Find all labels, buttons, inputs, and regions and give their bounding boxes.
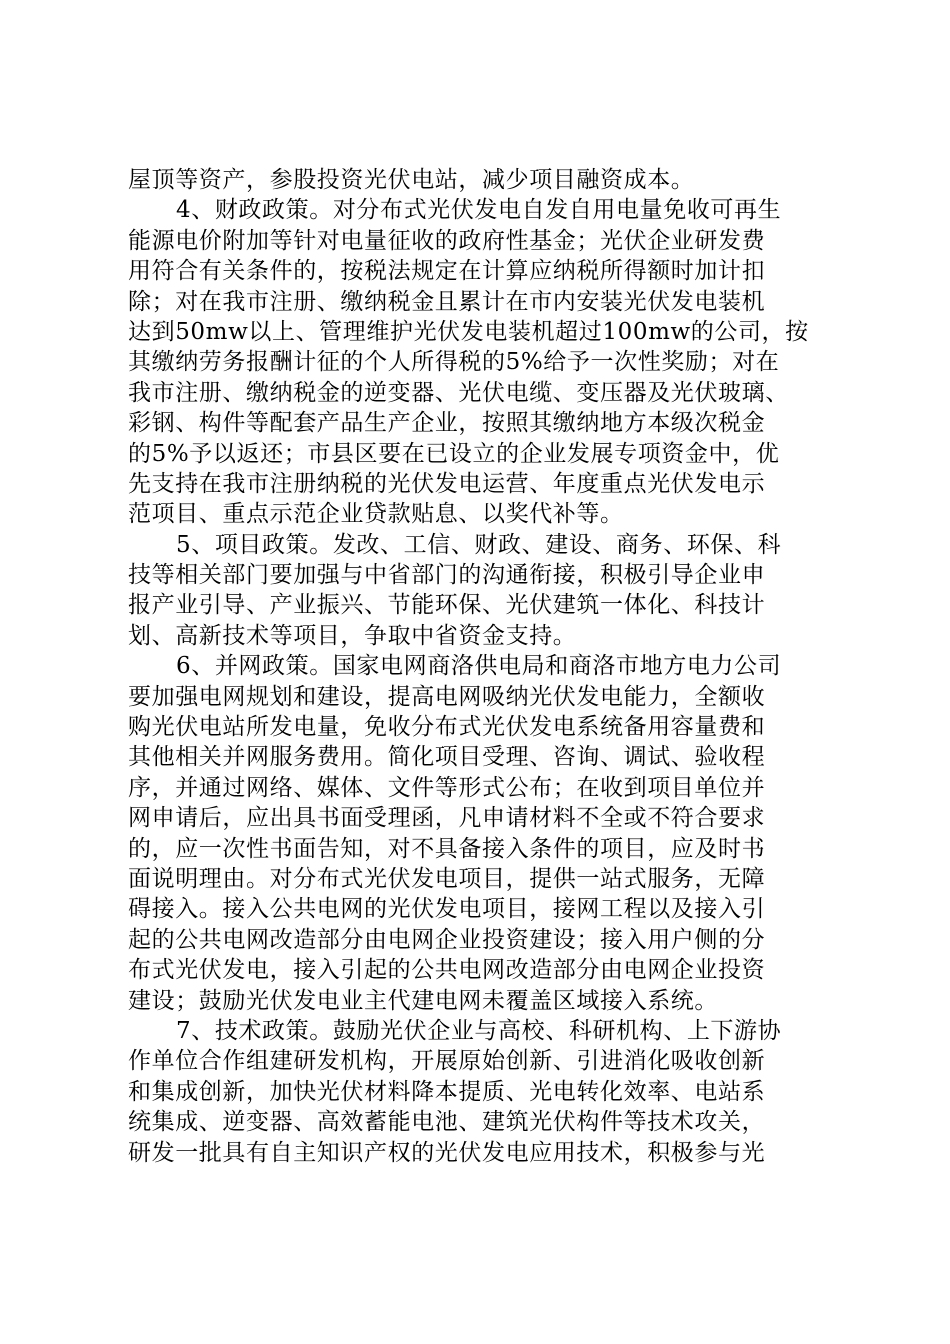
text-line: 研发一批具有自主知识产权的光伏发电应用技术，积极参与光: [128, 1139, 766, 1166]
text-line: 能源电价附加等针对电量征收的政府性基金；光伏企业研发费: [128, 227, 766, 254]
text-line: 和集成创新，加快光伏材料降本提质、光电转化效率、电站系: [128, 1078, 766, 1105]
text-line: 建设；鼓励光伏发电业主代建电网未覆盖区域接入系统。: [128, 987, 718, 1014]
text-line: 的，应一次性书面告知，对不具备接入条件的项目，应及时书: [128, 835, 766, 862]
text-line: 起的公共电网改造部分由电网企业投资建设；接入用户侧的分: [128, 926, 766, 953]
text-line: 要加强电网规划和建设，提高电网吸纳光伏发电能力，全额收: [128, 683, 766, 710]
text-line: 报产业引导、产业振兴、节能环保、光伏建筑一体化、科技计: [128, 592, 766, 619]
text-line: 范项目、重点示范企业贷款贴息、以奖代补等。: [128, 501, 624, 528]
text-line: 购光伏电站所发电量，免收分布式光伏发电系统备用容量费和: [128, 714, 766, 741]
text-line: 网申请后，应出具书面受理函，凡申请材料不全或不符合要求: [128, 805, 766, 832]
text-line: 屋顶等资产，参股投资光伏电站，减少项目融资成本。: [128, 167, 695, 193]
paragraph-first-line: 4、财政政策。对分布式光伏发电自发自用电量免收可再生: [176, 197, 782, 224]
text-line: 统集成、逆变器、高效蓄能电池、建筑光伏构件等技术攻关，: [128, 1109, 766, 1136]
text-line: 其他相关并网服务费用。简化项目受理、咨询、调试、验收程: [128, 744, 766, 771]
text-line: 其缴纳劳务报酬计征的个人所得税的5%给予一次性奖励；对在: [128, 349, 780, 376]
paragraph-first-line: 7、技术政策。鼓励光伏企业与高校、科研机构、上下游协: [176, 1017, 782, 1044]
text-line: 我市注册、缴纳税金的逆变器、光伏电缆、变压器及光伏玻璃、: [128, 379, 789, 406]
text-line: 先支持在我市注册纳税的光伏发电运营、年度重点光伏发电示: [128, 470, 766, 497]
paragraph-first-line: 5、项目政策。发改、工信、财政、建设、商务、环保、科: [176, 531, 782, 558]
text-line: 序，并通过网络、媒体、文件等形式公布；在收到项目单位并: [128, 774, 766, 801]
text-line: 划、高新技术等项目，争取中省资金支持。: [128, 622, 577, 649]
text-line: 面说明理由。对分布式光伏发电项目，提供一站式服务，无障: [128, 865, 766, 892]
text-line: 的5%予以返还；市县区要在已设立的企业发展专项资金中，优: [128, 440, 780, 467]
text-line: 用符合有关条件的，按税法规定在计算应纳税所得额时加计扣: [128, 258, 766, 285]
text-line: 除；对在我市注册、缴纳税金且累计在市内安装光伏发电装机: [128, 288, 766, 315]
text-line: 技等相关部门要加强与中省部门的沟通衔接，积极引导企业申: [128, 562, 766, 589]
document-body: [128, 165, 840, 1168]
text-line: 彩钢、构件等配套产品生产企业，按照其缴纳地方本级次税金: [128, 410, 766, 437]
text-line: 布式光伏发电，接入引起的公共电网改造部分由电网企业投资: [128, 957, 766, 984]
text-line: 作单位合作组建研发机构，开展原始创新、引进消化吸收创新: [128, 1048, 766, 1075]
text-line: 碍接入。接入公共电网的光伏发电项目，接网工程以及接入引: [128, 896, 766, 923]
paragraph-first-line: 6、并网政策。国家电网商洛供电局和商洛市地方电力公司: [176, 653, 782, 680]
text-line: 达到50mw以上、管理维护光伏发电装机超过100mw的公司，按: [128, 318, 809, 345]
